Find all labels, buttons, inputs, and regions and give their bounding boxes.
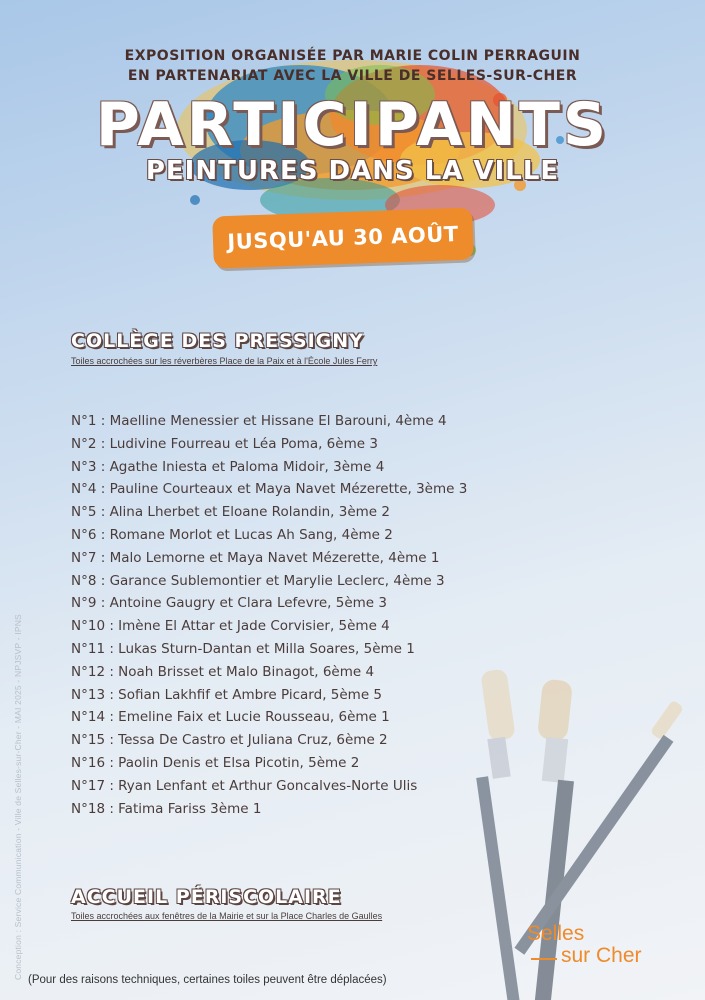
city-logo: [527, 922, 697, 972]
section-subtitle-periscolaire: Toiles accrochées aux fenêtres de la Mairie et sur la Place Charles de Gaulles: [71, 911, 383, 921]
participants-list: [71, 410, 467, 820]
date-badge: JUSQU'AU 30 AOÛT: [212, 207, 474, 268]
list-item: N°1 : Maelline Menessier et Hissane El Barouni, 4ème 4: [71, 413, 447, 429]
section-title-periscolaire: ACCUEIL PÉRISCOLAIRE: [71, 886, 342, 908]
list-item: N°7 : Malo Lemorne et Maya Navet Mézerette, 4ème 1: [71, 549, 440, 566]
list-item: N°9 : Antoine Gaugry et Clara Lefevre, 5ème 3: [71, 595, 387, 612]
credit-text: Conception : Service Communication - Ville de Selles-sur-Cher - MAI 2025 - NPJSVP - IPNS: [13, 614, 23, 980]
list-item: N°15 : Tessa De Castro et Juliana Cruz, 6ème 2: [71, 732, 388, 749]
section-subtitle-college: Toiles accrochées sur les réverbères Place de la Paix et à l'École Jules Ferry: [71, 356, 378, 366]
list-item: N°4 : Pauline Courteaux et Maya Navet Mézerette, 3ème 3: [71, 481, 468, 498]
list-item: N°12 : Noah Brisset et Malo Binagot, 6ème 4: [71, 663, 375, 680]
list-item: N°2 : Ludivine Fourreau et Léa Poma, 6ème 3: [71, 435, 378, 452]
logo-dash: [531, 958, 557, 960]
list-item: N°8 : Garance Sublemontier et Marylie Leclerc, 4ème 3: [71, 572, 445, 589]
page-subtitle: PEINTURES DANS LA VILLE: [145, 156, 560, 186]
section-title-college: COLLÈGE DES PRESSIGNY: [71, 330, 364, 352]
logo-line2: sur Cher: [561, 944, 642, 967]
page-title: PARTICIPANTS: [95, 90, 610, 160]
list-item: N°10 : Imène El Attar et Jade Corvisier, 5ème 4: [71, 618, 390, 635]
list-item: N°18 : Fatima Fariss 3ème 1: [71, 800, 262, 817]
footnote: (Pour des raisons techniques, certaines toiles peuvent être déplacées): [28, 974, 387, 986]
list-item: N°3 : Agathe Iniesta et Paloma Midoir, 3ème 4: [71, 458, 385, 475]
list-item: N°6 : Romane Morlot et Lucas Ah Sang, 4ème 2: [71, 526, 393, 543]
list-item: N°17 : Ryan Lenfant et Arthur Goncalves-Norte Ulis: [71, 777, 418, 794]
organizer-line: EXPOSITION ORGANISÉE PAR MARIE COLIN PERRAGUIN: [124, 48, 581, 64]
list-item: N°14 : Emeline Faix et Lucie Rousseau, 6ème 1: [71, 709, 390, 726]
logo-line1: Selles: [527, 922, 585, 945]
list-item: N°13 : Sofian Lakhfif et Ambre Picard, 5ème 5: [71, 686, 383, 703]
list-item: N°16 : Paolin Denis et Elsa Picotin, 5ème 2: [71, 754, 360, 771]
list-item: N°11 : Lukas Sturn-Dantan et Milla Soares, 5ème 1: [71, 640, 415, 657]
partnership-line: EN PARTENARIAT AVEC LA VILLE DE SELLES-SUR-CHER: [127, 68, 578, 84]
list-item: N°5 : Alina Lherbet et Eloane Rolandin, 3ème 2: [71, 504, 390, 521]
